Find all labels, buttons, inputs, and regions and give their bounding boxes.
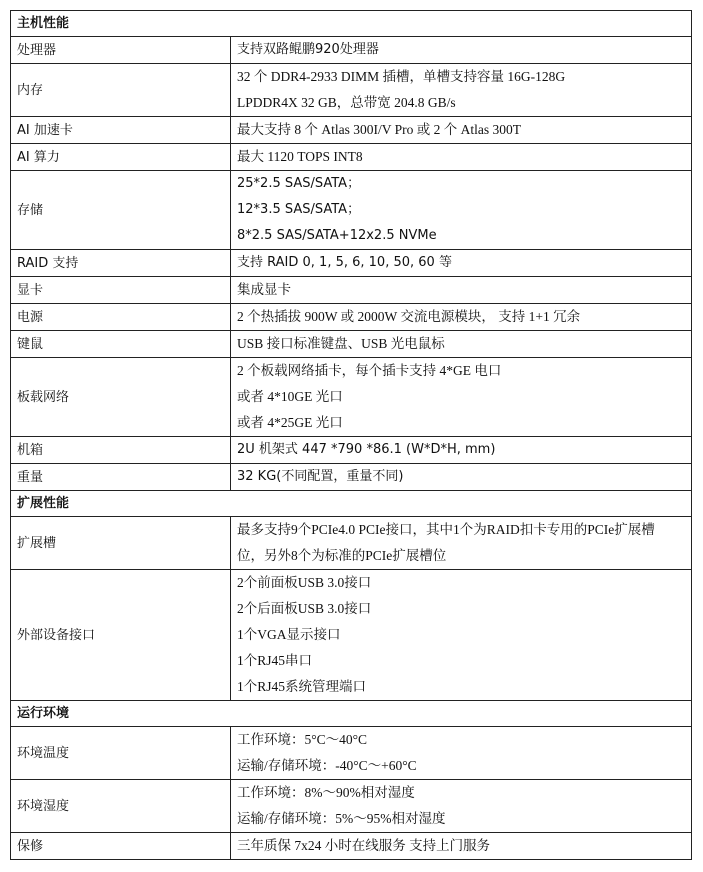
spec-value-line: 32 KG(不同配置，重量不同) <box>237 469 404 484</box>
spec-row <box>11 144 692 171</box>
spec-row <box>11 833 692 860</box>
spec-row <box>11 277 692 304</box>
spec-value-line: 三年质保 7x24 小时在线服务 支持上门服务 <box>237 838 491 853</box>
spec-row <box>11 171 692 250</box>
section-title: 运行环境 <box>11 701 692 727</box>
section-header-row <box>11 491 692 517</box>
spec-value-line: 最大支持 8 个 Atlas 300I/V Pro 或 2 个 Atlas 300T <box>237 122 521 137</box>
spec-value-line: LPDDR4X 32 GB，总带宽 204.8 GB/s <box>237 95 456 110</box>
spec-value-line: 位，另外8个为标准的PCIe扩展槽位 <box>237 548 447 563</box>
spec-label: 内存 <box>11 64 231 117</box>
spec-table-body <box>11 11 692 860</box>
spec-value-line: 2个前面板USB 3.0接口 <box>237 575 372 590</box>
spec-row <box>11 117 692 144</box>
spec-value <box>231 37 692 64</box>
spec-value-line: 运输/存储环境：-40°C～+60°C <box>237 758 417 773</box>
spec-label: 外部设备接口 <box>11 570 231 701</box>
spec-value <box>231 277 692 304</box>
spec-value <box>231 517 692 570</box>
spec-label: RAID 支持 <box>11 250 231 277</box>
spec-label: 电源 <box>11 304 231 331</box>
spec-row <box>11 727 692 780</box>
spec-value-line: 2 个板载网络插卡，每个插卡支持 4*GE 电口 <box>237 363 502 378</box>
spec-row <box>11 464 692 491</box>
spec-value <box>231 64 692 117</box>
spec-value-line: USB 接口标准键盘、USB 光电鼠标 <box>237 336 445 351</box>
spec-value-line: 25*2.5 SAS/SATA； <box>237 176 361 191</box>
spec-value-line: 最大 1120 TOPS INT8 <box>237 149 363 164</box>
spec-label: 重量 <box>11 464 231 491</box>
spec-value-line: 支持 RAID 0, 1, 5, 6, 10, 50, 60 等 <box>237 255 452 270</box>
spec-row <box>11 358 692 437</box>
spec-value <box>231 833 692 860</box>
section-title: 主机性能 <box>11 11 692 37</box>
spec-row <box>11 570 692 701</box>
spec-label: 环境温度 <box>11 727 231 780</box>
spec-row <box>11 37 692 64</box>
spec-value-line: 工作环境：8%～90%相对湿度 <box>237 785 415 800</box>
spec-value-line: 1个VGA显示接口 <box>237 627 341 642</box>
spec-value <box>231 171 692 250</box>
spec-label: 扩展槽 <box>11 517 231 570</box>
spec-value-line: 1个RJ45系统管理端口 <box>237 679 367 694</box>
spec-value <box>231 331 692 358</box>
spec-value <box>231 250 692 277</box>
spec-label: 机箱 <box>11 437 231 464</box>
spec-value <box>231 727 692 780</box>
spec-value <box>231 464 692 491</box>
spec-row <box>11 517 692 570</box>
spec-label: 板载网络 <box>11 358 231 437</box>
section-header-row <box>11 11 692 37</box>
spec-label: 存储 <box>11 171 231 250</box>
spec-row <box>11 780 692 833</box>
spec-label: 显卡 <box>11 277 231 304</box>
spec-value <box>231 437 692 464</box>
spec-value-line: 支持双路鲲鹏920处理器 <box>237 42 379 57</box>
spec-value-line: 2个后面板USB 3.0接口 <box>237 601 372 616</box>
spec-label: 环境湿度 <box>11 780 231 833</box>
spec-value <box>231 144 692 171</box>
spec-row <box>11 304 692 331</box>
section-header-row <box>11 701 692 727</box>
spec-row <box>11 437 692 464</box>
spec-label: 保修 <box>11 833 231 860</box>
spec-value-line: 或者 4*25GE 光口 <box>237 415 343 430</box>
spec-label: 处理器 <box>11 37 231 64</box>
spec-value-line: 1个RJ45串口 <box>237 653 313 668</box>
spec-value <box>231 117 692 144</box>
spec-value-line: 运输/存储环境：5%～95%相对湿度 <box>237 811 446 826</box>
spec-label: AI 算力 <box>11 144 231 171</box>
spec-value-line: 12*3.5 SAS/SATA； <box>237 202 361 217</box>
spec-row <box>11 331 692 358</box>
spec-label: 键鼠 <box>11 331 231 358</box>
spec-value-line: 2 个热插拔 900W 或 2000W 交流电源模块， 支持 1+1 冗余 <box>237 309 581 324</box>
spec-row <box>11 250 692 277</box>
spec-value-line: 工作环境：5°C～40°C <box>237 732 368 747</box>
spec-label: AI 加速卡 <box>11 117 231 144</box>
spec-table <box>10 10 692 860</box>
spec-value-line: 集成显卡 <box>237 282 291 297</box>
spec-value-line: 8*2.5 SAS/SATA+12x2.5 NVMe <box>237 228 437 243</box>
spec-value-line: 或者 4*10GE 光口 <box>237 389 343 404</box>
spec-value-line: 最多支持9个PCIe4.0 PCIe接口，其中1个为RAID扣卡专用的PCIe扩展槽 <box>237 522 655 537</box>
section-title: 扩展性能 <box>11 491 692 517</box>
spec-value <box>231 570 692 701</box>
spec-value <box>231 358 692 437</box>
spec-row <box>11 64 692 117</box>
spec-value <box>231 780 692 833</box>
spec-value <box>231 304 692 331</box>
spec-value-line: 32 个 DDR4-2933 DIMM 插槽，单槽支持容量 16G-128G <box>237 69 566 84</box>
spec-value-line: 2U 机架式 447 *790 *86.1 (W*D*H, mm) <box>237 442 496 457</box>
